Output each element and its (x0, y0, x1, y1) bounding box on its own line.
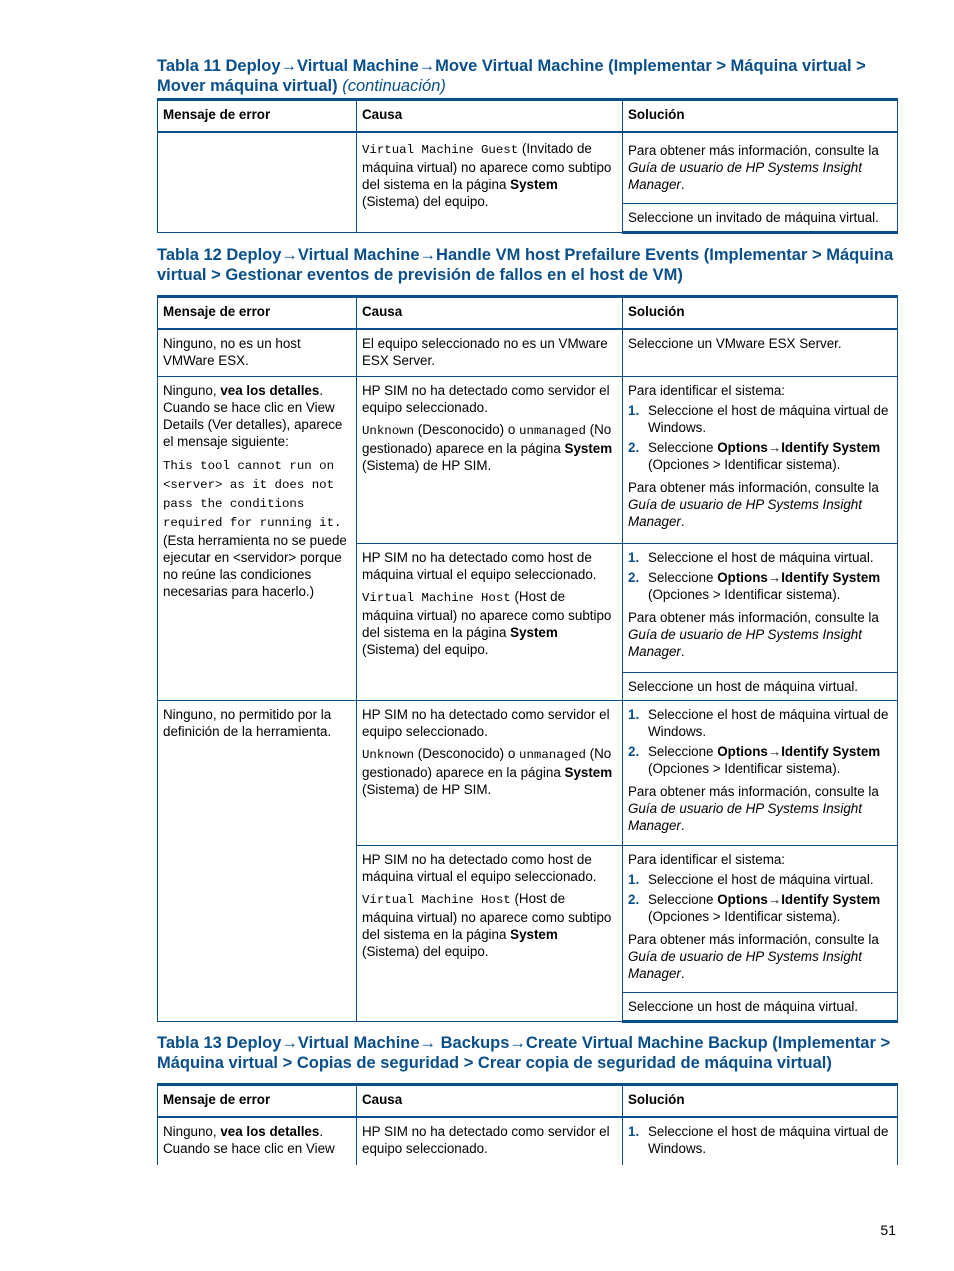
col-cause: Causa (357, 297, 623, 330)
solution-cell: 1. Seleccione el host de máquina virtual. 2. Seleccione Options→Identify System (Opciones > Identificar sistema). Para obtener más información, consulte la Guía de usuario de HP Systems Insight Manager. (623, 544, 898, 673)
cause-cell: Virtual Machine Guest (Invitado de máquina virtual) no aparece como subtipo del sistema en la página System (Sistema) del equipo. (357, 132, 623, 233)
table-header (158, 100, 898, 133)
error-cell: Ninguno, no permitido por la definición de la herramienta. (158, 701, 357, 1022)
step-1: 1. Seleccione el host de máquina virtual de Windows. (628, 1124, 889, 1156)
step-2: 2. Seleccione Options→Identify System (Opciones > Identificar sistema). (628, 744, 881, 776)
step-1: 1. Seleccione el host de máquina virtual. (628, 550, 874, 565)
solution-cell: Para identificar el sistema: 1. Seleccione el host de máquina virtual de Windows. 2. Seleccione Options→Identify System (Opciones > Identificar sistema). Para obtener más información, consulte la Guía de usuario de HP Systems Insight Manager. (623, 377, 898, 544)
col-cause: Causa (357, 1085, 623, 1118)
col-solution: Solución (623, 297, 898, 330)
solution-cell: Seleccione un host de máquina virtual. (623, 673, 898, 701)
error-cell: Ninguno, vea los detalles. Cuando se hace clic en View (158, 1117, 357, 1165)
solution-cell: Seleccione un host de máquina virtual. (623, 993, 898, 1022)
solution-cell (623, 1117, 898, 1165)
solution-cell: Seleccione un invitado de máquina virtual. (623, 204, 898, 233)
cause-cell: HP SIM no ha detectado como servidor el equipo seleccionado. Unknown (Desconocido) o unmanaged (No gestionado) aparece en la página System (Sistema) de HP SIM. (357, 701, 623, 846)
table-row (158, 701, 898, 846)
solution-cell: Para identificar el sistema: 1. Seleccione el host de máquina virtual. 2. Seleccione Options→Identify System (Opciones > Identificar sistema). Para obtener más información, consulte la Guía de usuario de HP Systems Insight Manager. (623, 846, 898, 993)
solution-cell: Seleccione un VMware ESX Server. (623, 329, 898, 377)
cause-cell: HP SIM no ha detectado como host de máquina virtual el equipo seleccionado. Virtual Machine Host (Host de máquina virtual) no aparece como subtipo del sistema en la página System (Sistema) del equipo. (357, 846, 623, 1022)
error-cell (158, 132, 357, 233)
table11 (157, 98, 898, 234)
solution-cell: 1. Seleccione el host de máquina virtual de Windows. 2. Seleccione Options→Identify System (Opciones > Identificar sistema). Para obtener más información, consulte la Guía de usuario de HP Systems Insight Manager. (623, 701, 898, 846)
cause-cell: El equipo seleccionado no es un VMware ESX Server. (357, 329, 623, 377)
col-error: Mensaje de error (158, 297, 357, 330)
table13 (157, 1083, 898, 1165)
error-cell: Ninguno, vea los detalles. Cuando se hace clic en View Details (Ver detalles), aparece el mensaje siguiente: This tool cannot run on <server> as it does not pass the conditions required for running it. (Esta herramienta no se puede ejecutar en <servidor> porque no reúne las condiciones necesarias para hacerlo.) (158, 377, 357, 701)
col-error: Mensaje de error (158, 100, 357, 133)
col-cause: Causa (357, 100, 623, 133)
table-row (158, 377, 898, 544)
table-header (158, 1085, 898, 1118)
table12 (157, 295, 898, 1023)
table-row (158, 132, 898, 204)
step-1: 1. Seleccione el host de máquina virtual de Windows. (628, 707, 889, 739)
step-1: 1. Seleccione el host de máquina virtual. (628, 872, 874, 887)
col-solution: Solución (623, 1085, 898, 1118)
cause-cell: HP SIM no ha detectado como host de máquina virtual el equipo seleccionado. Virtual Machine Host (Host de máquina virtual) no aparece como subtipo del sistema en la página System (Sistema) del equipo. (357, 544, 623, 701)
solution-cell: Para obtener más información, consulte la Guía de usuario de HP Systems Insight Manager. (623, 132, 898, 204)
step-2: 2. Seleccione Options→Identify System (Opciones > Identificar sistema). (628, 570, 881, 602)
cause-cell: HP SIM no ha detectado como servidor el equipo seleccionado. Unknown (Desconocido) o unmanaged (No gestionado) aparece en la página System (Sistema) de HP SIM. (357, 377, 623, 544)
col-error: Mensaje de error (158, 1085, 357, 1118)
table11-title: Tabla 11 Deploy→Virtual Machine→Move Virtual Machine (Implementar > Máquina virtual > Mover máquina virtual) (continuación) (157, 57, 866, 95)
step-1: 1. Seleccione el host de máquina virtual de Windows. (628, 403, 889, 435)
table13-title: Tabla 13 Deploy→Virtual Machine→ Backups→Create Virtual Machine Backup (Implementar > Máquina virtual > Copias de seguridad > Crear copia de seguridad de máquina virtual) (157, 1034, 891, 1072)
table-row (158, 1117, 898, 1165)
step-2: 2. Seleccione Options→Identify System (Opciones > Identificar sistema). (628, 440, 881, 472)
page-number: 51 (880, 1222, 896, 1238)
error-cell: Ninguno, no es un host VMWare ESX. (158, 329, 357, 377)
table-row (158, 329, 898, 377)
table-header (158, 297, 898, 330)
table12-title: Tabla 12 Deploy→Virtual Machine→Handle VM host Prefailure Events (Implementar > Máquina virtual > Gestionar eventos de previsión de fallos en el host de VM) (157, 246, 894, 284)
col-solution: Solución (623, 100, 898, 133)
cause-cell: HP SIM no ha detectado como servidor el equipo seleccionado. (357, 1117, 623, 1165)
step-2: 2. Seleccione Options→Identify System (Opciones > Identificar sistema). (628, 892, 881, 924)
